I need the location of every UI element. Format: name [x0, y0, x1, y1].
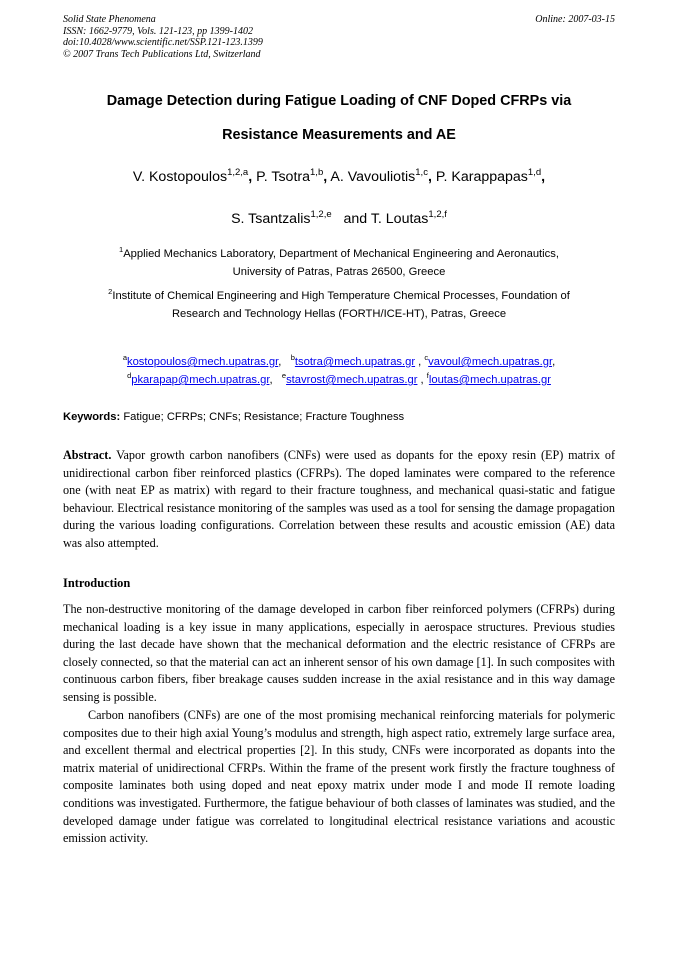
author-affil-sup: 1,d	[527, 167, 542, 178]
email-link[interactable]: stavrost@mech.upatras.gr	[286, 374, 418, 386]
author-affil-sup: 1,2,e	[310, 209, 332, 220]
paper-title-line2: Resistance Measurements and AE	[222, 127, 456, 143]
author-name: S. Tsantzalis	[231, 211, 311, 227]
affiliation-number: 2	[108, 287, 113, 296]
section-heading-introduction: Introduction	[63, 576, 131, 590]
affiliation-number: 1	[119, 245, 124, 254]
copyright-line: © 2007 Trans Tech Publications Ltd, Switzerland	[63, 48, 261, 60]
keywords	[63, 409, 615, 425]
affiliation-1	[40, 245, 638, 281]
author-affil-sup: 1,b	[310, 167, 324, 178]
email-sup: d	[127, 371, 132, 380]
journal-header	[63, 14, 615, 60]
author-affil-sup: 1,2,a	[227, 167, 249, 178]
author-name: V. Kostopoulos	[132, 169, 228, 185]
author-name: P. Tsotra	[256, 169, 311, 185]
online-date: Online: 2007-03-15	[535, 14, 615, 25]
intro-paragraph-1: The non-destructive monitoring of the damage developed in carbon fiber reinforced polymers (CFRPs) during mechanical loading is a key issue in many applications, especially in aerospace structures. Previous studies during the last decade have shown that the mechanical deformation and the electric resistance of CFRPs are closely connected, so that the material can act an inherent sensor of his own damage [1]. In such composites with continuous carbon fibers, fiber breakage causes sudden increase in the axial resistance and in this way damage sensing is possible.	[63, 602, 615, 704]
email-sup: c	[424, 353, 429, 362]
issn-line: ISSN: 1662-9779, Vols. 121-123, pp 1399-1402	[63, 25, 253, 37]
author-line-2	[30, 210, 648, 228]
affiliation-text: University of Patras, Patras 26500, Greece	[232, 266, 446, 278]
author-name: T. Loutas	[370, 211, 429, 227]
author-affil-sup: 1,c	[415, 167, 428, 178]
author-affil-sup: 1,2,f	[428, 209, 447, 220]
keywords-label: Keywords:	[63, 411, 121, 423]
affiliation-text: Institute of Chemical Engineering and High Temperature Chemical Processes, Foundation of	[112, 290, 570, 302]
email-link[interactable]: loutas@mech.upatras.gr	[428, 374, 551, 386]
email-sup: f	[426, 371, 429, 380]
affiliation-2	[40, 287, 638, 323]
email-sup: b	[290, 353, 295, 362]
email-link[interactable]: pkarapap@mech.upatras.gr	[131, 374, 270, 386]
email-link[interactable]: vavoul@mech.upatras.gr	[428, 356, 553, 368]
author-conjunction: and	[343, 211, 368, 227]
affiliation-text: Research and Technology Hellas (FORTH/ICE-HT), Patras, Greece	[171, 308, 507, 320]
keywords-text: Fatigue; CFRPs; CNFs; Resistance; Fracture Toughness	[123, 411, 405, 423]
abstract-label: Abstract.	[63, 448, 112, 462]
author-name: P. Karappapas	[435, 169, 528, 185]
intro-paragraph-2: Carbon nanofibers (CNFs) are one of the most promising mechanical reinforcing materials for polymeric composites due to their high axial Young’s modulus and strength, high aspect ratio, extremely large surface area, and excellent thermal and electrical properties [2]. In this study, CNFs were incorporated as dopants into the matrix material of unidirectional CFRPs. Within the frame of the present work firstly the fracture toughness of composite laminates both using doped and neat epoxy matrix under mode I and mode II remote loading conditions was investigated. Furthermore, the fatigue behaviour of both classes of laminates was studied, and the developed damage under fatigue was correlated to longitudinal electrical resistance variations and acoustic emission activity.	[63, 708, 615, 846]
email-link[interactable]: tsotra@mech.upatras.gr	[294, 356, 416, 368]
email-sup: a	[122, 353, 127, 362]
abstract-text: Vapor growth carbon nanofibers (CNFs) were used as dopants for the epoxy resin (EP) matrix of unidirectional carbon fiber reinforced plastics (CFRPs). The doped laminates were compared to the reference one (with neat EP as matrix) with regard to their fracture toughness, and mechanical quasi-static and fatigue behaviour. Electrical resistance monitoring of the samples was used as a tool for sensing the damage propagation during the various loading configurations. Correlation between these results and acoustic emission (AE) data was also attempted.	[63, 448, 616, 550]
paper-title-line1: Damage Detection during Fatigue Loading of CNF Doped CFRPs via	[106, 93, 572, 109]
author-name: A. Vavouliotis	[330, 169, 416, 185]
author-line-1: V. Kostopoulos$^{1,2,a}$, P. Tsotra$^{1,b}$, A. Vavouliotis$^{1,c}$, P. Karappapas$^{1,d}$,	[132, 167, 546, 185]
journal-name: Solid State Phenomena	[63, 14, 156, 25]
email-list: $^a$kostopoulos@mech.upatras.gr, $^b$tsotra@mech.upatras.gr , $^c$vavoul@mech.upatras.gr, $^d$pkarapap@mech.upatras.gr, $^e$stavrost@mech.upatras.gr , $^f$loutas@mech.upatras.gr	[122, 353, 556, 386]
email-link[interactable]: kostopoulos@mech.upatras.gr	[126, 356, 279, 368]
abstract	[63, 447, 615, 553]
doi-line: doi:10.4028/www.scientific.net/SSP.121-123.1399	[63, 37, 263, 49]
email-sup: e	[281, 371, 287, 380]
affiliation-text: Applied Mechanics Laboratory, Department of Mechanical Engineering and Aeronautics,	[123, 248, 559, 260]
